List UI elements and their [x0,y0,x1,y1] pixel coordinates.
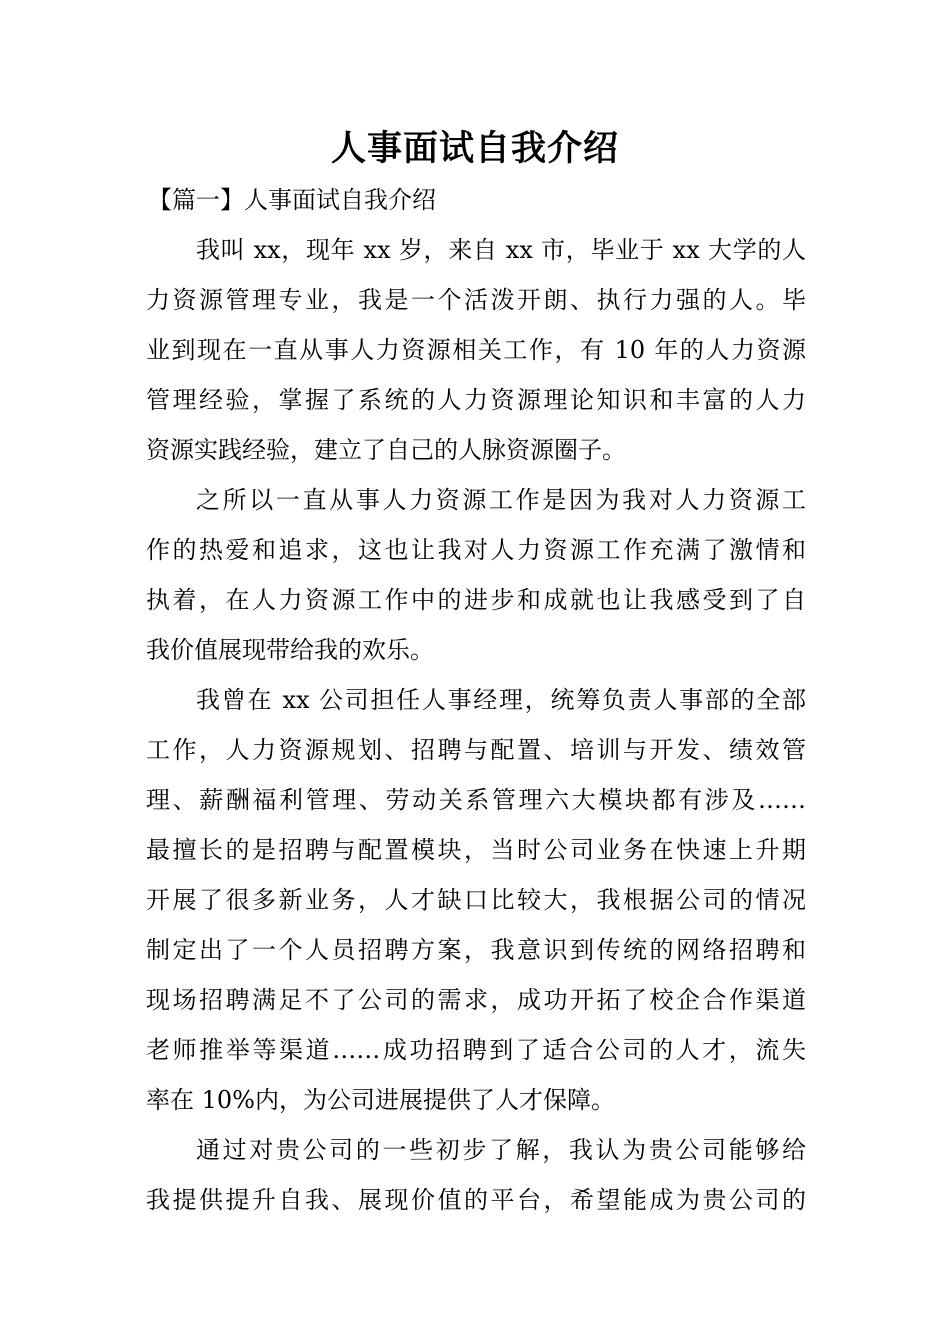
paragraph-line: 工作，人力资源规划、招聘与配置、培训与开发、绩效管 [146,736,806,764]
paragraph-line: 我价值展现带给我的欢乐。 [146,636,434,664]
paragraph-line: 通过对贵公司的一些初步了解，我认为贵公司能够给 [196,1136,806,1164]
paragraph-line: 业到现在一直从事人力资源相关工作，有 10 年的人力资源 [146,336,806,364]
paragraph-line: 我曾在 xx 公司担任人事经理，统筹负责人事部的全部 [196,686,806,714]
paragraph-line: 老师推举等渠道……成功招聘到了适合公司的人才，流失 [146,1036,806,1064]
paragraph-line: 作的热爱和追求，这也让我对人力资源工作充满了激情和 [146,536,806,564]
paragraph-line: 力资源管理专业，我是一个活泼开朗、执行力强的人。毕 [146,286,806,314]
paragraph-line: 我叫 xx，现年 xx 岁，来自 xx 市，毕业于 xx 大学的人 [196,236,806,264]
paragraph-line: 理、薪酬福利管理、劳动关系管理六大模块都有涉及…… [146,786,806,814]
section-heading: 【篇一】人事面试自我介绍 [148,186,436,214]
paragraph-line: 率在 10%内，为公司进展提供了人才保障。 [146,1086,615,1114]
document-title: 人事面试自我介绍 [330,128,619,169]
paragraph-line: 执着，在人力资源工作中的进步和成就也让我感受到了自 [146,586,806,614]
paragraph-line: 制定出了一个人员招聘方案，我意识到传统的网络招聘和 [146,936,806,964]
paragraph-line: 我提供提升自我、展现价值的平台，希望能成为贵公司的 [146,1186,806,1214]
paragraph-line: 之所以一直从事人力资源工作是因为我对人力资源工 [196,486,806,514]
paragraph-line: 现场招聘满足不了公司的需求，成功开拓了校企合作渠道 [146,986,806,1014]
paragraph-line: 资源实践经验，建立了自己的人脉资源圈子。 [146,436,626,464]
paragraph-line: 管理经验，掌握了系统的人力资源理论知识和丰富的人力 [146,386,806,414]
paragraph-line: 最擅长的是招聘与配置模块，当时公司业务在快速上升期 [146,836,806,864]
paragraph-line: 开展了很多新业务，人才缺口比较大，我根据公司的情况 [146,886,806,914]
